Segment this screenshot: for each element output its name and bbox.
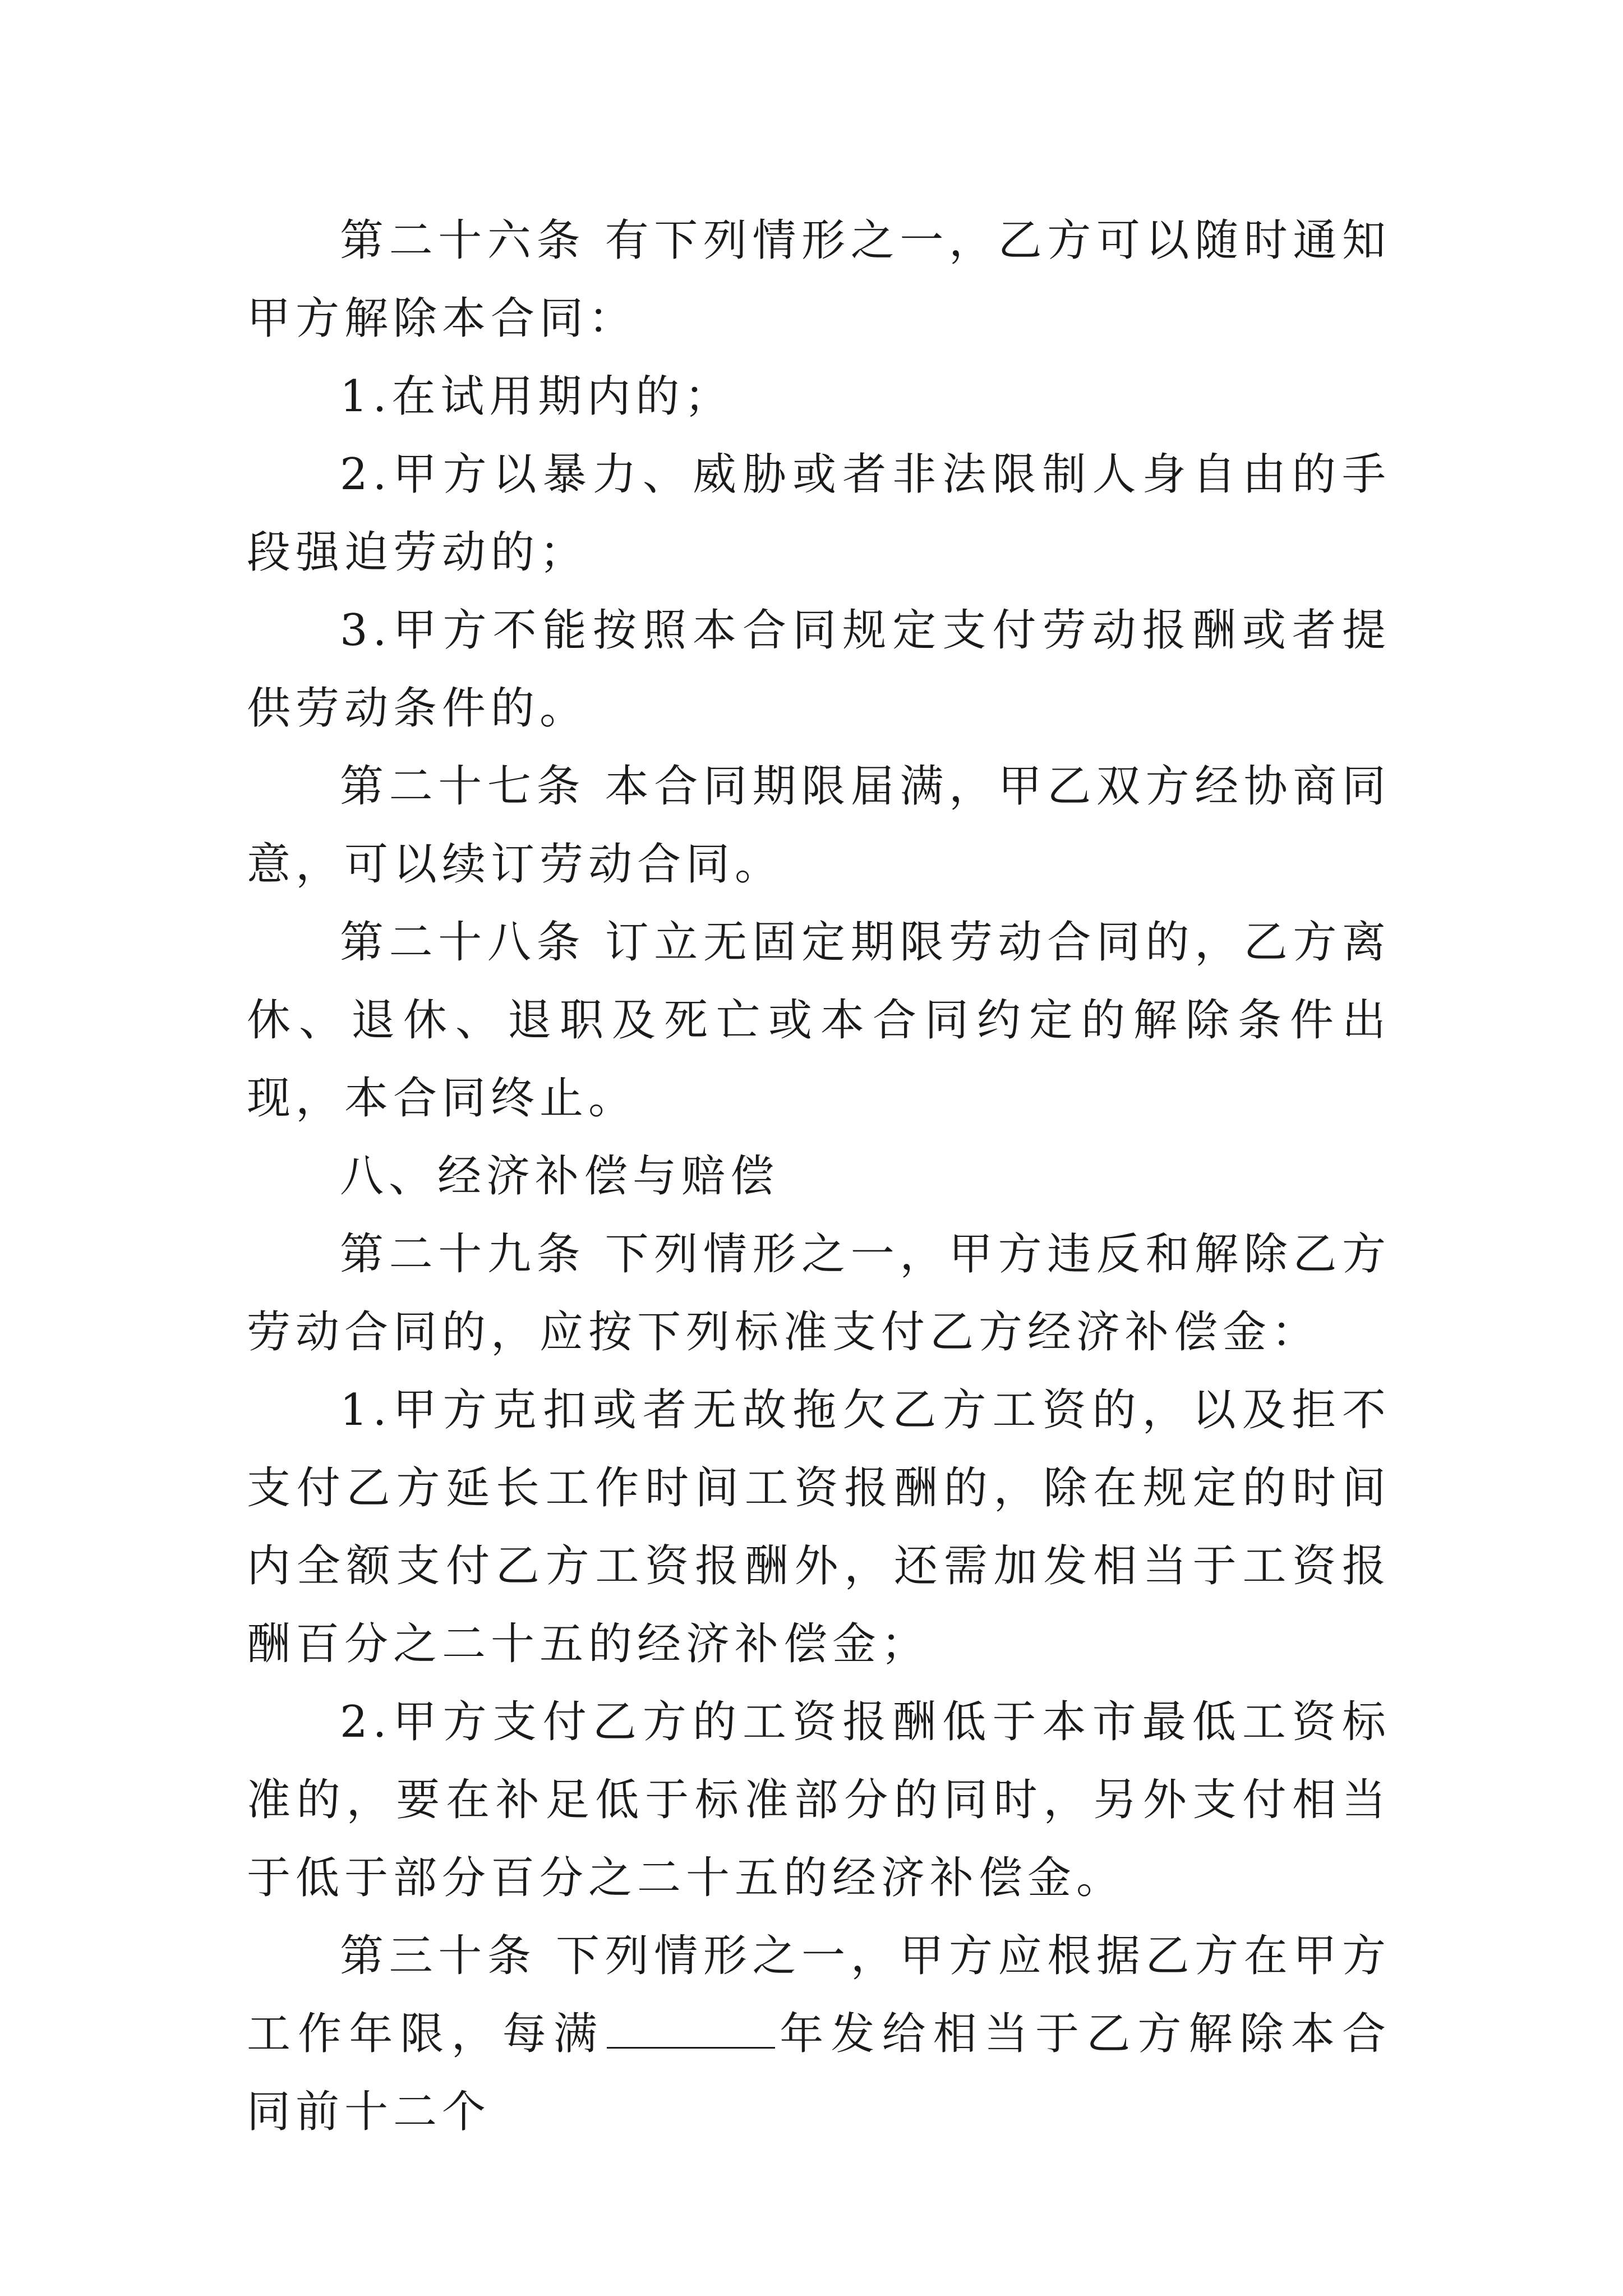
article-29-item-1: 1.甲方克扣或者无故拖欠乙方工资的，以及拒不支付乙方延长工作时间工资报酬的，除在规定的时间内全额支付乙方工资报酬外，还需加发相当于工资报酬百分之二十五的经济补偿金；	[247, 1385, 1391, 1669]
article-26-item-1: 1.在试用期内的；	[340, 371, 734, 422]
article-30	[247, 1917, 1391, 2151]
fill-in-blank-years[interactable]	[607, 2008, 775, 2049]
article-26-intro: 第二十六条 有下列情形之一，乙方可以随时通知甲方解除本合同：	[247, 215, 1391, 344]
article-26-item-2: 2.甲方以暴力、威胁或者非法限制人身自由的手段强迫劳动的；	[247, 449, 1391, 578]
document-body	[247, 202, 1391, 2151]
article-29-item-2: 2.甲方支付乙方的工资报酬低于本市最低工资标准的，要在补足低于标准部分的同时，另外支付相当于低于部分百分之二十五的经济补偿金。	[247, 1697, 1391, 1903]
article-30-text-before-blank: 第三十条 下列情形之一，甲方应根据乙方在甲方工作年限，每满	[247, 1931, 1391, 2059]
section-heading-compensation: 八、经济补偿与赔偿	[340, 1151, 780, 1202]
article-28: 第二十八条 订立无固定期限劳动合同的，乙方离休、退休、退职及死亡或本合同约定的解除条件出现，本合同终止。	[247, 917, 1391, 1124]
article-29-intro: 第二十九条 下列情形之一，甲方违反和解除乙方劳动合同的，应按下列标准支付乙方经济补偿金：	[247, 1229, 1391, 1358]
article-30-text-after-blank: 年发给相当于乙方解除本合同前十二个	[247, 2009, 1391, 2137]
article-26-item-3: 3.甲方不能按照本合同规定支付劳动报酬或者提供劳动条件的。	[247, 605, 1391, 734]
article-27: 第二十七条 本合同期限届满，甲乙双方经协商同意，可以续订劳动合同。	[247, 761, 1391, 890]
